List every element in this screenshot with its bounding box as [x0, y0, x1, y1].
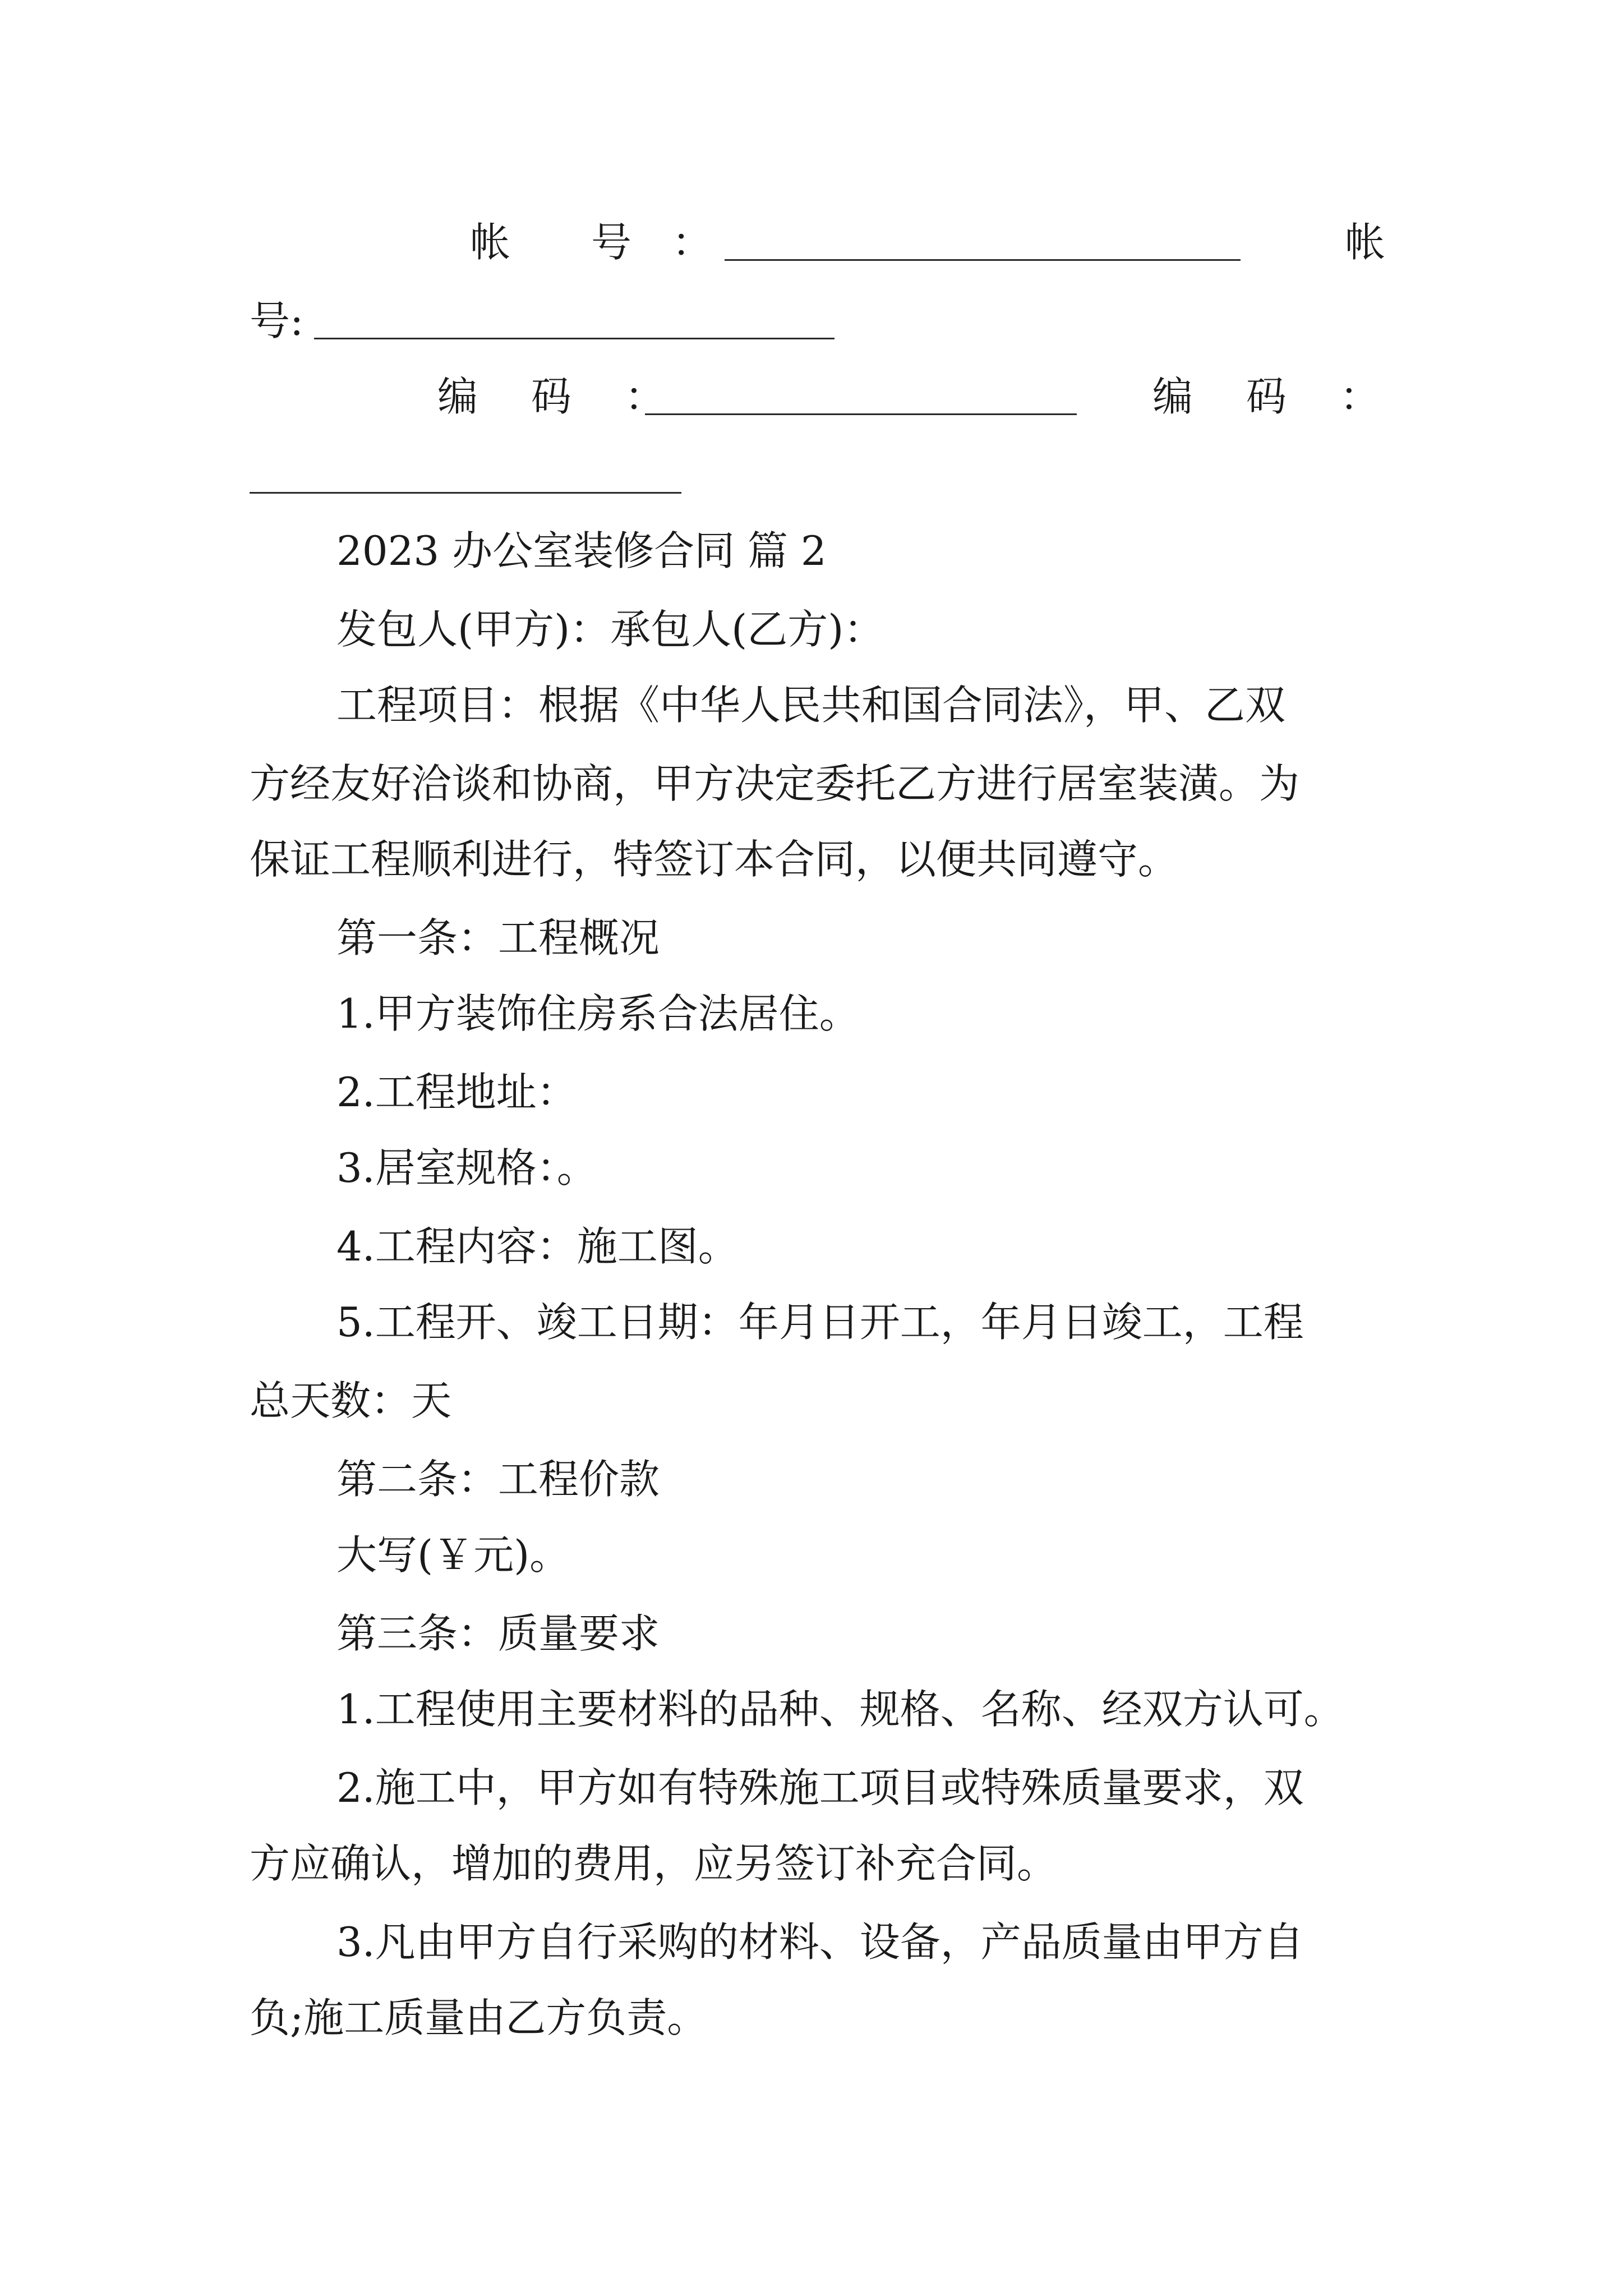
- account-label-right-part1: 帐: [1345, 219, 1386, 266]
- article-1-item-2: [0, 1063, 1623, 1121]
- article-2-title: [0, 1450, 1623, 1508]
- intro-text-3: 保证工程顺利进行，特签订本合同，以便共同遵守。: [250, 836, 1179, 883]
- section-heading: [0, 522, 1623, 580]
- account-row-1-wrap: [0, 292, 1623, 350]
- article-3-title-text: 第三条：质量要求: [336, 1610, 660, 1657]
- article-1-item-4: [0, 1217, 1623, 1276]
- article-1-item-3-text: 3.居室规格：。: [336, 1144, 597, 1191]
- article-3-item-1-text: 1.工程使用主要材料的品种、规格、名称、经双方认可。: [336, 1686, 1344, 1733]
- article-3-item-3-text-2: 负;施工质量由乙方负责。: [250, 1994, 708, 2041]
- article-3-item-1: [0, 1680, 1623, 1738]
- article-3-item-2: [0, 1759, 1623, 1817]
- article-3-item-2-text-1: 2.施工中，甲方如有特殊施工项目或特殊质量要求，双: [336, 1764, 1304, 1811]
- intro-line-3: [0, 830, 1623, 889]
- intro-text-1: 工程项目：根据《中华人民共和国合同法》，甲、乙双: [336, 682, 1286, 729]
- parties-line: [0, 600, 1623, 659]
- article-2-title-text: 第二条：工程价款: [336, 1456, 660, 1503]
- article-1-title: [0, 909, 1623, 967]
- code-blank-right[interactable]: [250, 492, 681, 494]
- article-2-amount-text: 大写(￥元)。: [336, 1531, 570, 1579]
- intro-text-2: 方经友好洽谈和协商，甲方决定委托乙方进行居室装潢。为: [250, 760, 1300, 807]
- article-1-item-5-wrap: [0, 1372, 1623, 1430]
- parties-text: 发包人(甲方)：承包人(乙方)：: [336, 606, 884, 653]
- code-row-wrap: [0, 446, 1623, 504]
- article-3-item-2-text-2: 方应确认，增加的费用，应另签订补充合同。: [250, 1840, 1058, 1887]
- code-row: [0, 367, 1623, 426]
- article-1-item-5-text-1: 5.工程开、竣工日期：年月日开工，年月日竣工，工程: [336, 1299, 1304, 1346]
- article-3-title: [0, 1604, 1623, 1663]
- code-label-left: 编 码 ：: [437, 373, 665, 420]
- article-1-item-5: [0, 1293, 1623, 1351]
- account-blank-right[interactable]: [314, 338, 834, 339]
- intro-line-2: [0, 754, 1623, 813]
- article-1-item-4-text: 4.工程内容：施工图。: [336, 1223, 739, 1270]
- article-1-item-5-text-2: 总天数：天: [250, 1377, 452, 1424]
- account-label-right-part2: 号:: [250, 297, 304, 344]
- account-row-1: [0, 213, 1623, 272]
- article-3-item-3-text-1: 3.凡由甲方自行采购的材料、设备，产品质量由甲方自: [336, 1918, 1304, 1966]
- article-1-item-1-text: 1.甲方装饰住房系合法居住。: [336, 990, 860, 1037]
- account-label-left: 帐 号 ：: [470, 219, 713, 266]
- article-1-title-text: 第一条：工程概况: [336, 914, 660, 961]
- article-3-item-2-wrap: [0, 1834, 1623, 1893]
- article-3-item-3: [0, 1913, 1623, 1971]
- code-blank-left[interactable]: [645, 413, 1077, 415]
- section-heading-text: 2023 办公室装修合同 篇 2: [336, 527, 827, 574]
- article-3-item-3-wrap: [0, 1989, 1623, 2047]
- account-blank-left[interactable]: [725, 259, 1241, 261]
- article-1-item-3: [0, 1139, 1623, 1197]
- article-1-item-2-text: 2.工程地址：: [336, 1069, 577, 1116]
- intro-line-1: [0, 676, 1623, 734]
- code-label-right: 编 码 ：: [1152, 373, 1380, 420]
- article-2-amount: [0, 1526, 1623, 1584]
- article-1-item-1: [0, 984, 1623, 1043]
